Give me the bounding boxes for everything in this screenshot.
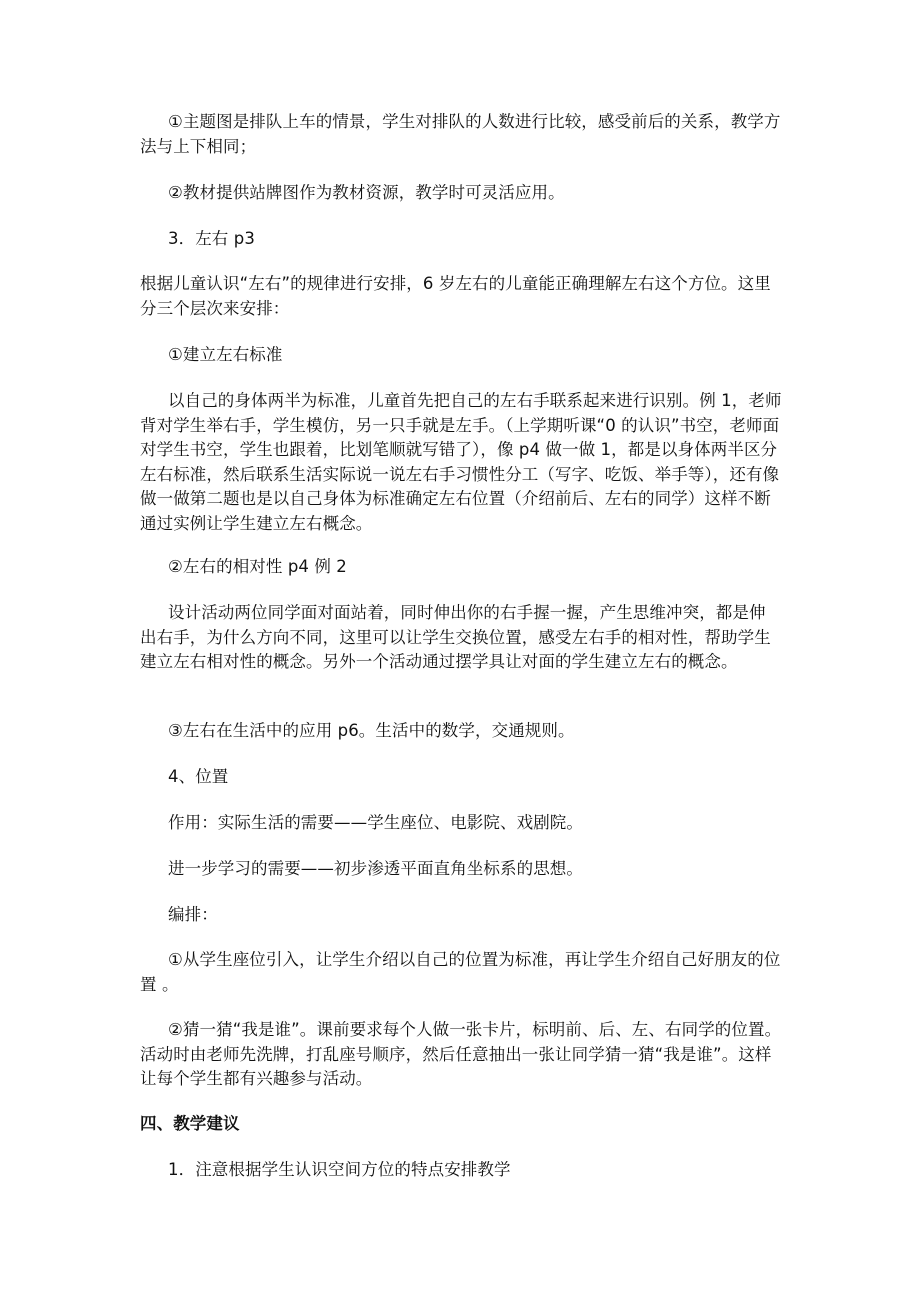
paragraph: 作用：实际生活的需要——学生座位、电影院、戏剧院。: [168, 813, 583, 832]
subheading: ②左右的相对性 p4 例 2: [168, 557, 347, 576]
paragraph: ②猜一猜“我是谁”。课前要求每个人做一张卡片，标明前、后、左、右同学的位置。活动时由老师先洗牌，打乱座号顺序，然后任意抽出一张让同学猜一猜“我是谁”。这样让每个学生都有兴趣参与活动。: [140, 1020, 782, 1088]
paragraph: ①从学生座位引入，让学生介绍以自己的位置为标准，再让学生介绍自己好朋友的位置 。: [140, 950, 781, 994]
section-heading: 4、位置: [168, 767, 229, 786]
paragraph: ③左右在生活中的应用 p6。生活中的数学，交通规则。: [168, 721, 575, 740]
paragraph: 进一步学习的需要——初步渗透平面直角坐标系的思想。: [168, 859, 583, 878]
section-heading: 3．左右 p3: [168, 229, 255, 248]
section-heading: 1．注意根据学生认识空间方位的特点安排教学: [168, 1160, 511, 1179]
paragraph: 编排：: [168, 905, 218, 924]
paragraph: 根据儿童认识“左右”的规律进行安排，6 岁左右的儿童能正确理解左右这个方位。这里分三个层次来安排：: [140, 274, 771, 318]
paragraph: 以自己的身体两半为标准，儿童首先把自己的左右手联系起来进行识别。例 1，老师背对学生举右手，学生模仿，另一只手就是左手。（上学期听课“0 的认识”书空，老师面对学生书空，学生也跟着，比划笔顺就写错了），像 p4 做一做 1，都是以身体两半区分左右标准，然后联系生活实际说一说左右手习惯性分工（写字、吃饭、举手等），还有像做一做第二题也是以自己身体为标准确定左右位置（介绍前后、左右的同学）这样不断通过实例让学生建立左右概念。: [140, 391, 782, 533]
paragraph: 设计活动两位同学面对面站着，同时伸出你的右手握一握，产生思维冲突，都是伸出右手，为什么方向不同，这里可以让学生交换位置，感受左右手的相对性，帮助学生建立左右相对性的概念。另外一个活动通过摆学具让对面的学生建立左右的概念。: [140, 603, 771, 671]
paragraph: ②教材提供站牌图作为教材资源，教学时可灵活应用。: [168, 183, 565, 202]
section-heading: 四、教学建议: [140, 1114, 240, 1133]
paragraph: ①主题图是排队上车的情景，学生对排队的人数进行比较，感受前后的关系，教学方法与上下相同；: [140, 112, 781, 156]
subheading: ①建立左右标准: [168, 345, 283, 364]
